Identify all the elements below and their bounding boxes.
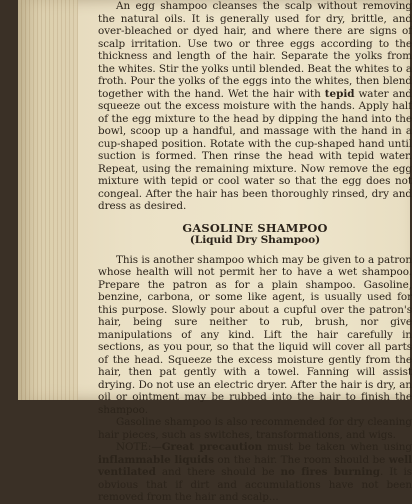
hair-pieces-paragraph: Gasoline shampoo is also recommended for dry cleaning hair pieces, such as switches, transformations, and wigs.	[98, 416, 412, 441]
note-text-b: on the hair. The room should be	[213, 453, 389, 466]
note-text-d: . It is obvious that if dirt and accumulations have not been removed from the hair and scalp...	[98, 466, 412, 503]
page-text	[98, 0, 412, 504]
tepid-emphasis: tepid	[324, 87, 355, 100]
note-label: NOTE:	[116, 441, 152, 453]
note-emphasis-fires: no fires burning	[280, 466, 380, 478]
gasoline-paragraph: This is another shampoo which may be given to a patron whose health will not permit her to have a wet shampoo. Prepare the patron as for a plain shampoo. Gasoline, benzine, carbona, or some like agent, is usually used for this purpose. Slowly pour about a cupful over the patron's hair, being sure neither to rub, brush, nor give manipulations of any kind. Lift the hair carefully in sections, as you pour, so that the liquid will cover all parts of the head. Squeeze the excess moisture gently from the hair, then pat gently with a towel. Fanning will assist drying. Do not use an electric dryer. After the hair is dry, an oil or ointment may be rubbed into the hair to finish the shampoo.	[98, 253, 412, 416]
note-emphasis-ventilated: well ventilated	[98, 453, 412, 478]
note-paragraph	[98, 441, 412, 504]
section-subtitle: (Liquid Dry Shampoo)	[189, 234, 321, 246]
egg-shampoo-paragraph	[98, 0, 412, 213]
note-text-a: must be taken when using	[262, 441, 412, 453]
egg-text-2: water and squeeze out the excess moisture with the hands. Apply half of the egg mixture to the head by dipping the hand into the bowl, scoop up a handful, and massage with the hand in a cup-shaped position. Rotate with the cup-shaped hand until suction is formed. Then rinse the head with tepid water. Repeat, using the remaining mixture. Now remove the egg mixture with tepid or cool water so that the egg does not congeal. After the hair has been thoroughly rinsed, dry and dress as desired.	[98, 87, 412, 212]
note-dash: —	[151, 441, 162, 453]
note-emphasis-liquids: inflammable liquids	[98, 453, 214, 466]
page-edges	[18, 0, 78, 400]
note-emphasis-precaution: Great precaution	[161, 441, 263, 453]
book-page	[18, 0, 412, 503]
egg-text-1: An egg shampoo cleanses the scalp without removing the natural oils. It is generally used for dry, brittle, and over-bleached or dyed hair, and where there are signs of scalp irritation. Use two or three eggs according to the thickness and length of the hair. Separate the yolks from the whites. Stir the yolks until blended. Beat the whites to a froth. Pour the yolks of the eggs into the whites, then blend together with the hand. Wet the hair with	[98, 0, 412, 100]
section-title: GASOLINE SHAMPOO	[182, 220, 328, 235]
note-text-c: and there should be	[155, 466, 281, 478]
